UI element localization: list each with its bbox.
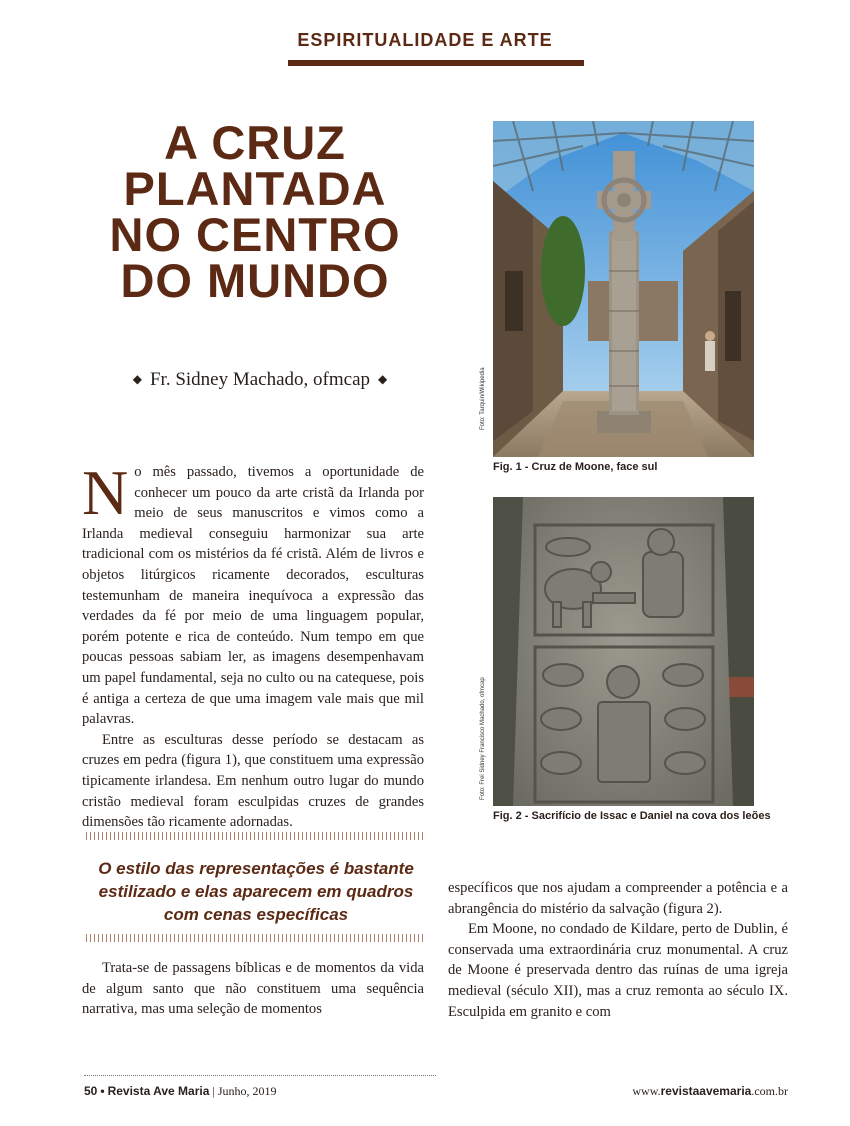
paragraph: Em Moone, no condado de Kildare, perto de Dublin, é conservada uma extraordinária cruz monumental. A cruz de Moone é preservada dentro das ruínas de uma igreja medieval (século XII), mas a cruz remonta ao século IX. Esculpida em granito e com: [448, 921, 788, 1020]
footer-url[interactable]: [632, 1084, 788, 1099]
footer-separator: |: [212, 1084, 215, 1098]
pull-quote: O estilo das representações é bastante estilizado e elas aparecem em quadros com cenas específicas: [98, 859, 414, 924]
url-suffix: .com.br: [751, 1084, 788, 1098]
paragraph: Trata-se de passagens bíblicas e de momentos da vida de algum santo que não constituem uma sequência narrativa, mas uma seleção de momentos: [82, 960, 424, 1018]
issue-date: Junho, 2019: [217, 1084, 277, 1098]
drop-cap: N: [82, 457, 129, 528]
article-body-column-1-continued: [82, 958, 424, 1020]
figure-1-photo: [493, 121, 754, 457]
url-prefix: www.: [632, 1084, 661, 1098]
figure-caption: Fig. 1 - Cruz de Moone, face sul: [493, 461, 658, 473]
footer-rule: [84, 1075, 436, 1076]
article-body-column-2: [448, 878, 788, 1022]
footer-left: [84, 1084, 276, 1099]
paragraph: Entre as esculturas desse período se destacam as cruzes em pedra (figura 1), que constituem uma expressão tipicamente irlandesa. Em nenhum outro lugar do mundo cristão medieval foram esculpidas cruzes de grandes dimensões tão ricamente adornadas.: [82, 731, 424, 831]
url-main: revistaavemaria: [660, 1084, 752, 1098]
author-byline: [90, 369, 430, 391]
title-line: A CRUZ: [164, 116, 346, 169]
diamond-icon: ◆: [378, 372, 388, 386]
title-line: DO MUNDO: [120, 254, 390, 307]
section-header: ESPIRITUALIDADE E ARTE: [297, 30, 553, 50]
decorative-divider: [86, 832, 426, 840]
title-line: PLANTADA: [123, 162, 387, 215]
paragraph: específicos que nos ajudam a compreender a potência e a abrangência do mistério da salvação (figura 2).: [448, 880, 788, 917]
article-title: [60, 116, 450, 307]
title-line: NO CENTRO: [109, 208, 401, 261]
page-number: 50: [84, 1084, 98, 1098]
paragraph-text: o mês passado, tivemos a oportunidade de conhecer um pouco da arte cristã da Irlanda por meio de seus manuscritos e vimos como a Irlanda medieval conseguiu harmonizar sua arte tradicional com os mistérios da fé cristã. Além de livros e objetos litúrgicos ricamente decorados, esculturas testemunham de maneira inequívoca a expressão das verdades da fé por meio de uma linguagem popular, porém potente e rica de conteúdo. Num tempo em que poucas pessoas sabiam ler, as imagens desempenhavam um papel fundamental, seja no culto ou na catequese, pois é antiga a certeza de que uma imagem vale mais que mil palavras.: [82, 464, 424, 728]
author-name: Fr. Sidney Machado, ofmcap: [149, 369, 371, 390]
photo-credit: Foto: Frei Sidney Francisco Machado, ofmcap: [480, 677, 486, 800]
footer-bullet: •: [100, 1084, 105, 1098]
section-header-rule: [288, 60, 584, 66]
paragraph: [82, 457, 424, 730]
figure-caption: Fig. 2 - Sacrifício de Issac e Daniel na cova dos leões: [493, 810, 771, 822]
decorative-divider: [86, 934, 426, 942]
magazine-name: Revista Ave Maria: [107, 1084, 210, 1098]
carved-panel-image: [493, 497, 754, 806]
moone-cross-image: [493, 121, 754, 457]
photo-credit: Foto: Tarquin/Wikipedia: [480, 367, 486, 430]
figure-2-photo: [493, 497, 754, 806]
article-body-column-1: [82, 457, 424, 833]
diamond-icon: ◆: [132, 372, 142, 386]
